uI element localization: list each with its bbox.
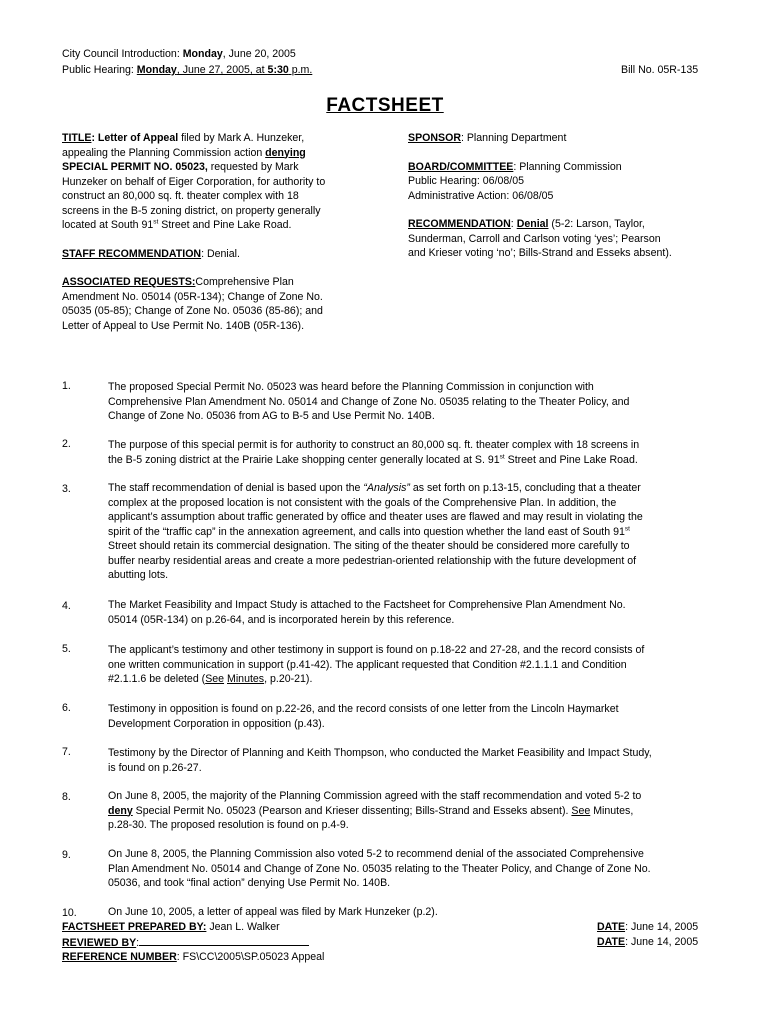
recommendation: RECOMMENDATION: Denial (5-2: Larson, Taylor, Sunderman, Carroll and Carlson voting ‘yes’; Pearson and Krieser voting ‘no’; Bills-Strand and Esseks absent). bbox=[408, 218, 672, 259]
item-text: On June 10, 2005, a letter of appeal was filed by Mark Hunzeker (p.2). bbox=[108, 906, 438, 918]
item-number: 6. bbox=[62, 702, 71, 714]
page-title: FACTSHEET bbox=[326, 95, 444, 116]
item-text: The applicant’s testimony and other testimony in support is found on p.18-22 and 27-28, and the record consists of one written communication in support (p.41-42). The applicant requested that Condition #2.1.1.1 and Condition #2.1.1.6 be deleted (See Minutes, p.20-21). bbox=[108, 644, 645, 685]
item-text: Testimony in opposition is found on p.22-26, and the record consists of one letter from the Lincoln Haymarket Development Corporation in opposition (p.43). bbox=[108, 703, 619, 730]
item-number: 2. bbox=[62, 438, 71, 450]
item-text: The proposed Special Permit No. 05023 was heard before the Planning Commission in conjunction with Comprehensive Plan Amendment No. 05014 and Change of Zone No. 05035 relating to the Theater Policy, and Change of Zone No. 05036 from AG to B-5 and Use Permit No. 140B. bbox=[108, 381, 630, 422]
public-hearing: Public Hearing: Monday, June 27, 2005, at 5:30 p.m. bbox=[62, 64, 313, 76]
prepared-by: FACTSHEET PREPARED BY: Jean L. Walker bbox=[62, 921, 280, 933]
reference-number: REFERENCE NUMBER: FS\CC\2005\SP.05023 Appeal bbox=[62, 951, 325, 963]
right-column bbox=[408, 131, 718, 261]
prepared-date: DATE: June 14, 2005 bbox=[597, 921, 699, 933]
associated-requests: ASSOCIATED REQUESTS:Comprehensive Plan Amendment No. 05014 (05R-134); Change of Zone No. 05035 (05-85); Change of Zone No. 05036 (85-86); and Letter of Appeal to Use Permit No. 140B (05R-136). bbox=[62, 276, 323, 332]
item-number: 5. bbox=[62, 643, 71, 655]
item-number: 1. bbox=[62, 380, 71, 392]
staff-recommendation: STAFF RECOMMENDATION: Denial. bbox=[62, 247, 240, 260]
council-introduction: City Council Introduction: Monday, June 20, 2005 bbox=[62, 48, 296, 60]
item-text: Testimony by the Director of Planning and Keith Thompson, who conducted the Market Feasibility and Impact Study, is found on p.26-27. bbox=[108, 747, 652, 774]
item-number: 10. bbox=[62, 907, 77, 919]
item-number: 8. bbox=[62, 791, 71, 803]
item-number: 7. bbox=[62, 746, 71, 758]
reviewed-date: DATE: June 14, 2005 bbox=[597, 936, 699, 948]
item-number: 3. bbox=[62, 483, 71, 495]
left-column bbox=[62, 131, 382, 333]
item-text: The staff recommendation of denial is based upon the “Analysis” as set forth on p.13-15, concluding that a theater complex at the proposed location is not consistent with the goals of the Comprehensive Plan. In addition, the applicant’s assumption about traffic generated by office and theater uses are flawed and may result in violating the spirit of the “traffic cap” in the annexation agreement, and calls into question whether the land east of South 91st Street should retain its commercial designation. The siting of the theater should be considered more carefully to buffer nearby residential areas and create a more pedestrian-oriented relationship with the future development of abutting lots. bbox=[108, 482, 643, 581]
item-text: On June 8, 2005, the Planning Commission also voted 5-2 to recommend denial of the associated Comprehensive Plan Amendment No. 05014 and Change of Zone No. 05035 relating to the Theater Policy, and Change of Zone No. 05036, and took “final action” denying Use Permit No. 140B. bbox=[108, 848, 651, 889]
item-text: On June 8, 2005, the majority of the Planning Commission agreed with the staff recommendation and voted 5-2 to deny Special Permit No. 05023 (Pearson and Krieser dissenting; Bills-Strand and Esseks absent). See Minutes, p.28-30. The proposed resolution is found on p.4-9. bbox=[108, 790, 642, 831]
bill-number: Bill No. 05R-135 bbox=[621, 64, 699, 76]
signature-line bbox=[139, 935, 309, 946]
board-committee: BOARD/COMMITTEE: Planning Commission Public Hearing: 06/08/05 Administrative Action: 06/08/05 bbox=[408, 160, 622, 202]
item-number: 4. bbox=[62, 600, 71, 612]
reviewed-by: REVIEWED BY: bbox=[62, 935, 309, 951]
title-block: TITLE: Letter of Appeal filed by Mark A. Hunzeker, appealing the Planning Commission action denying SPECIAL PERMIT NO. 05023, requested by Mark Hunzeker on behalf of Eiger Corporation, for authority to construct an 80,000 sq. ft. theater complex with 18 screens in the B-5 zoning district, on property generally located at South 91st Street and Pine Lake Road. bbox=[62, 132, 326, 231]
item-number: 9. bbox=[62, 849, 71, 861]
item-text: The Market Feasibility and Impact Study is attached to the Factsheet for Comprehensive Plan Amendment No. 05014 (05R-134) on p.26-64, and is incorporated herein by this reference. bbox=[108, 599, 626, 626]
item-text: The purpose of this special permit is for authority to construct an 80,000 sq. ft. theater complex with 18 screens in the B-5 zoning district at the Prairie Lake shopping center generally located at S. 91st Street and Pine Lake Road. bbox=[108, 439, 640, 466]
sponsor: SPONSOR: Planning Department bbox=[408, 132, 567, 144]
